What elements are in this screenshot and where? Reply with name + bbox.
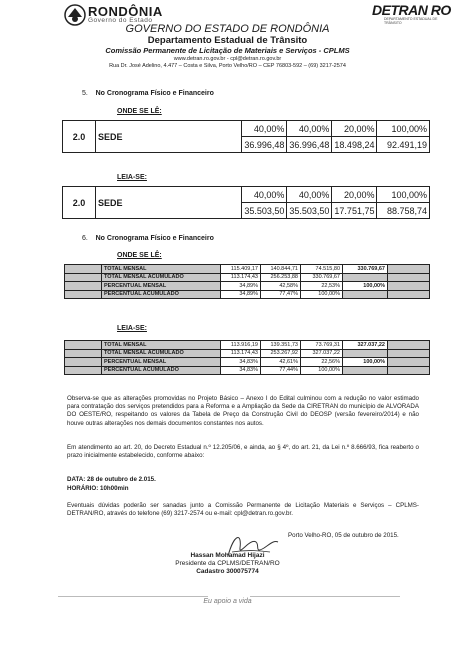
row-label: TOTAL MENSAL ACUMULADO <box>102 273 221 282</box>
commission-title: Comissão Permanente de Licitação de Materiais e Serviços - CPLMS <box>105 46 350 55</box>
value-cell: 34,89% <box>221 282 261 291</box>
value-cell: 100,00% <box>343 358 388 367</box>
value-cell: 35.503,50 <box>242 203 287 219</box>
signer-name: Hassan Mohamad Hijazi <box>190 552 265 559</box>
row-label: TOTAL MENSAL <box>102 265 221 274</box>
department-title: Departamento Estadual de Trânsito <box>147 35 308 46</box>
row-label: PERCENTUAL ACUMULADO <box>102 366 221 375</box>
percent-cell: 100,00% <box>377 187 430 203</box>
footer-divider-right <box>250 596 400 597</box>
signer-cadastro: Cadastro 300075774 <box>196 568 259 575</box>
table-row <box>65 265 430 274</box>
value-cell: 327.037,22 <box>301 349 343 358</box>
row-label: PERCENTUAL MENSAL <box>102 358 221 367</box>
contact-web: www.detran.ro.gov.br - cpl@detran.ro.gov.br <box>173 56 282 62</box>
value-cell: 327.037,22 <box>343 341 388 350</box>
percent-cell: 40,00% <box>242 187 287 203</box>
paragraph-observation: Observa-se que as alterações promovidas no Projeto Básico – Anexo I do Edital culminou com a redução no valor estimado para contratação dos serviços pretendidos para a Reforma e a Ampliação da Sede da CIRETRAN do município de ALVORADA DO OESTE/RO, respeitando os valores da Tabela de Preço da Construção Civil do DEOSP (versão fevereiro/2014) e não houve outras alterações nos demais documentos constantes nos autos. <box>67 395 419 427</box>
section-6-onde-label: ONDE SE LÊ: <box>117 252 162 259</box>
value-cell: 113.916,19 <box>221 341 261 350</box>
paragraph-contact: Eventuais dúvidas poderão ser sanadas junto a Comissão Permanente de Licitação Materiais e Serviços – CPLMS-DETRAN/RO, através do telefone (69) 3217-2574 ou e-mail: cpl@detran.ro.gov.br. <box>67 502 419 518</box>
item-code: 2.0 <box>63 121 96 153</box>
section-6-heading <box>82 235 214 242</box>
value-cell: 36.996,48 <box>242 137 287 153</box>
table-row <box>65 290 430 299</box>
value-cell: 74.515,80 <box>301 265 343 274</box>
percent-cell: 100,00% <box>377 121 430 137</box>
section-5-leia-label: LEIA-SE: <box>117 174 147 181</box>
value-cell: 42,61% <box>261 358 301 367</box>
value-cell: 100,00% <box>343 282 388 291</box>
percent-cell: 40,00% <box>287 121 332 137</box>
contact-address: Rua Dr. José Adelino, 4.477 – Costa e Silva, Porto Velho/RO – CEP 76803-592 – (69) 3217-2574 <box>109 63 346 69</box>
percent-cell: 40,00% <box>287 187 332 203</box>
value-cell: 330.769,67 <box>343 265 388 274</box>
brand-name: RONDÔNIA <box>88 4 163 19</box>
value-cell: 22,56% <box>301 358 343 367</box>
value-cell: 34,83% <box>221 358 261 367</box>
detran-logo-subtitle: DEPARTAMENTO ESTADUAL DE TRÂNSITO <box>384 17 438 25</box>
row-label: TOTAL MENSAL <box>102 341 221 350</box>
value-cell: 42,58% <box>261 282 301 291</box>
section-5-number: 5. <box>82 90 88 97</box>
value-cell: 92.491,19 <box>377 137 430 153</box>
value-cell <box>343 349 388 358</box>
row-label: PERCENTUAL MENSAL <box>102 282 221 291</box>
value-cell: 35.503,50 <box>287 203 332 219</box>
section-6-number: 6. <box>82 235 88 242</box>
value-cell: 36.996,48 <box>287 137 332 153</box>
row-label: PERCENTUAL ACUMULADO <box>102 290 221 299</box>
table-row <box>65 273 430 282</box>
section-5-onde-table <box>62 120 430 153</box>
value-cell: 77,47% <box>261 290 301 299</box>
detran-logo: DETRAN RO <box>372 2 451 18</box>
value-cell: 113.174,43 <box>221 273 261 282</box>
brand-subtitle: Governo do Estado <box>88 17 153 24</box>
value-cell: 17.751,75 <box>332 203 377 219</box>
percent-cell: 20,00% <box>332 187 377 203</box>
value-cell: 115.409,17 <box>221 265 261 274</box>
section-5-leia-table <box>62 186 430 219</box>
section-6-title: No Cronograma Físico e Financeiro <box>95 235 214 242</box>
opening-date: DATA: 28 de outubro de 2.015. <box>67 476 156 483</box>
section-6-leia-table <box>64 340 430 375</box>
table-row <box>63 121 430 137</box>
value-cell: 34,83% <box>221 366 261 375</box>
percent-cell: 40,00% <box>242 121 287 137</box>
value-cell: 88.758,74 <box>377 203 430 219</box>
value-cell <box>343 273 388 282</box>
table-row <box>63 187 430 203</box>
footer-divider-left <box>58 596 208 597</box>
value-cell: 253.267,92 <box>261 349 301 358</box>
value-cell: 77,44% <box>261 366 301 375</box>
section-5-heading <box>82 90 214 97</box>
government-title: GOVERNO DO ESTADO DE RONDÔNIA <box>125 23 330 35</box>
section-5-title: No Cronograma Físico e Financeiro <box>95 90 214 97</box>
table-row <box>65 358 430 367</box>
value-cell <box>343 366 388 375</box>
value-cell: 22,53% <box>301 282 343 291</box>
footer-motto: Eu apoio a vida <box>203 598 252 605</box>
row-label: TOTAL MENSAL ACUMULADO <box>102 349 221 358</box>
place-date: Porto Velho-RO, 05 de outubro de 2015. <box>288 532 399 539</box>
value-cell: 73.769,31 <box>301 341 343 350</box>
table-row <box>65 282 430 291</box>
item-name: SEDE <box>95 121 241 153</box>
value-cell: 256.253,88 <box>261 273 301 282</box>
paragraph-legal-basis: Em atendimento ao art. 20, do Decreto Estadual n.º 12.205/06, e ainda, ao § 4º, do art. 21, da Lei n.º 8.666/93, fica reaberto o prazo inicialmente estabelecido, conforme abaixo: <box>67 444 419 460</box>
section-6-leia-label: LEIA-SE: <box>117 325 147 332</box>
table-row <box>65 341 430 350</box>
value-cell <box>343 290 388 299</box>
section-6-onde-table <box>64 264 430 299</box>
table-row <box>65 349 430 358</box>
table-row <box>65 366 430 375</box>
section-5-onde-label: ONDE SE LÊ: <box>117 108 162 115</box>
item-code: 2.0 <box>63 187 96 219</box>
value-cell: 100,00% <box>301 290 343 299</box>
value-cell: 330.769,67 <box>301 273 343 282</box>
signer-role: Presidente da CPLMS/DETRAN/RO <box>175 560 280 567</box>
item-name: SEDE <box>95 187 241 219</box>
value-cell: 18.498,24 <box>332 137 377 153</box>
value-cell: 100,00% <box>301 366 343 375</box>
value-cell: 139.351,73 <box>261 341 301 350</box>
value-cell: 140.844,71 <box>261 265 301 274</box>
value-cell: 34,89% <box>221 290 261 299</box>
percent-cell: 20,00% <box>332 121 377 137</box>
value-cell: 113.174,43 <box>221 349 261 358</box>
opening-time: HORÁRIO: 10h00min <box>67 485 129 492</box>
